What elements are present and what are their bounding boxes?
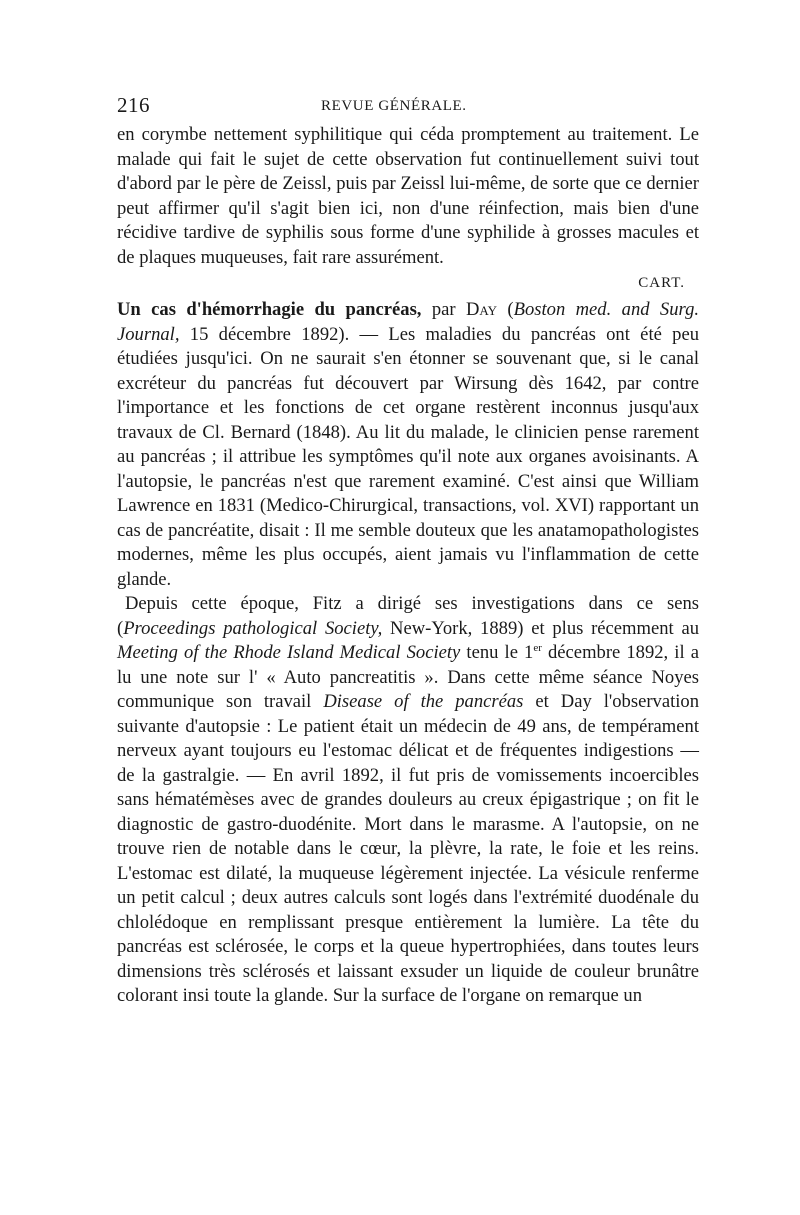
p2-citation-meeting: Meeting of the Rhode Island Medical Society xyxy=(117,642,461,663)
p2-text-d: décembre 1892, il a lu une note sur l' « Auto pancreatitis ». Dans cette même séance Noyes communique son travail xyxy=(117,642,699,712)
running-head xyxy=(117,93,699,123)
p2-text-c: tenu le 1 xyxy=(460,642,534,663)
p2-superscript: er xyxy=(533,641,542,654)
article-by: par xyxy=(421,299,466,320)
previous-article-ending: en corymbe nettement syphilitique qui céda promptement au traitement. Le malade qui fait le sujet de cette observation fut continuellement suivi tout d'abord par le père de Zeissl, puis par Zeissl lui-même, de sorte que ce dernier peut affirmer qu'il s'agit bien ici, non d'une réinfection, mais bien d'une récidive tardive de syphilis sous forme d'une syphilide à grosses macules et de plaques muqueuses, fait rare assurément. xyxy=(117,124,699,268)
p2-citation-proceedings: Proceedings pathological Society, xyxy=(123,617,383,639)
p2-text-e: et Day l'observation suivante d'autopsie : Le patient était un médecin de 49 ans, de tempérament nerveux ayant toujours eu l'estomac délicat et de fréquentes indigestions — de la gastralgie. — En avril 1892, il fut pris de vomissements incoercibles sans hématémèses avec de grandes douleurs au creux épigastrique ; on fit le diagnostic de gastro-duodénite. Mort dans le marasme. A l'autopsie, on ne trouve rien de notable dans le cœur, la plèvre, la rate, le foie et les reins. L'estomac est dilaté, la muqueuse légèrement injectée. La vésicule renferme un petit calcul ; deux autres calculs sont logés dans l'extrémité duodénale du chlolédoque en remplissant presque entièrement la lumière. La tête du pancréas est sclérosée, le corps et la queue hypertrophiées, dans toutes leurs dimensions très sclérosés et laissant exsuder un liquide de couleur brunâtre colorant insi toute la glande. Sur la surface de l'organe on remarque un xyxy=(117,691,699,1006)
article-intro-text: Les maladies du pancréas ont été peu étudiées jusqu'ici. On ne saurait s'en étonner se souvenant que, si le canal excréteur du pancréas fut découvert par Wirsung dès 1642, par contre l'importance et les fonctions de cet organe restèrent inconnus jusqu'aux travaux de Cl. Bernard (1848). Au lit du malade, le clinicien pense rarement au pancréas ; il attribue les symptômes qu'il note aux organes avoisinants. A l'autopsie, le pancréas n'est que rarement examiné. C'est ainsi que William Lawrence en 1831 (Medico-Chirurgical, transactions, vol. XVI) rapportant un cas de pancréatite, disait : Il me semble douteux que les anatamopathologistes modernes, même les plus occupés, aient jamais vu l'inflammation de cette glande. xyxy=(117,323,699,590)
article-second-paragraph xyxy=(117,592,699,1009)
p2-text-a: Depuis cette époque, Fitz a dirigé ses investigations dans ce sens ( xyxy=(117,593,699,639)
author-signature: CART. xyxy=(638,275,685,291)
article-open-paren: ( xyxy=(497,299,514,320)
article-journal: Boston med. and Surg. Journal, xyxy=(117,299,700,345)
article-date: 15 décembre 1892). — xyxy=(179,323,389,345)
article-opening-paragraph xyxy=(117,298,699,592)
p2-text-b: New-York, 1889) et plus récemment au xyxy=(382,617,699,639)
running-title: REVUE GÉNÉRALE. xyxy=(321,98,467,114)
p2-citation-disease: Disease of the pancréas xyxy=(323,691,524,712)
article-author: Day xyxy=(465,299,497,320)
article-title: Un cas d'hémorrhagie du pancréas, xyxy=(117,299,422,320)
book-page xyxy=(117,93,699,1009)
page-number: 216 xyxy=(117,93,150,117)
